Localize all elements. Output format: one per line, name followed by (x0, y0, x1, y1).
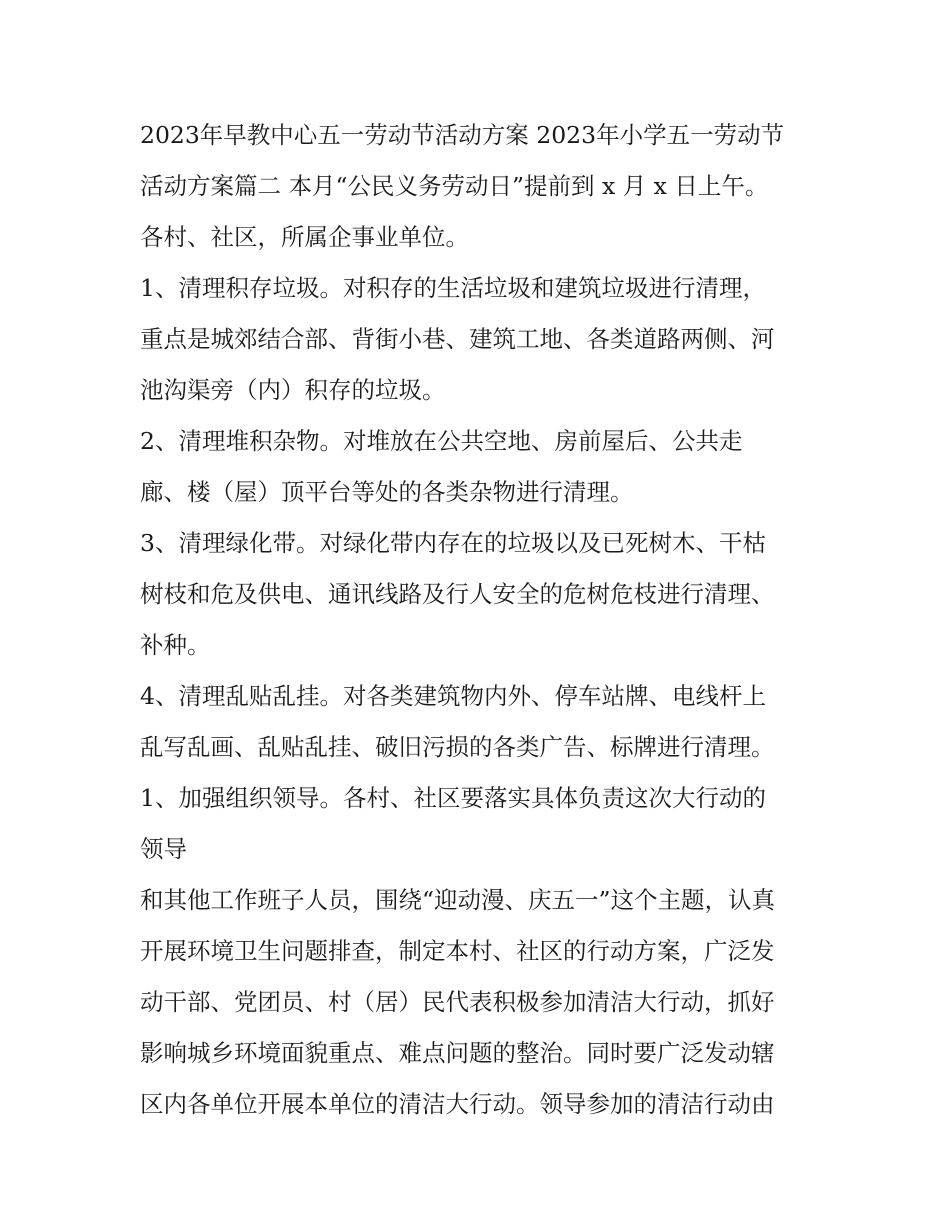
text-line-12: 4、清理乱贴乱挂。对各类建筑物内外、停车站牌、电线杆上 (140, 682, 766, 710)
text-line-20: 区内各单位开展本单位的清洁大行动。领导参加的清洁行动由 (140, 1090, 775, 1118)
text-line-8: 廊、楼（屋）顶平台等处的各类杂物进行清理。 (140, 478, 634, 506)
text-line-10: 树枝和危及供电、通讯线路及行人安全的危树危枝进行清理、 (140, 580, 775, 608)
text-line-4: 1、清理积存垃圾。对积存的生活垃圾和建筑垃圾进行清理， (140, 274, 766, 302)
text-line-9: 3、清理绿化带。对绿化带内存在的垃圾以及已死树木、干枯 (140, 529, 766, 557)
text-line-16: 和其他工作班子人员，围绕“迎动漫、庆五一”这个主题，认真 (140, 886, 776, 914)
text-line-15: 领导 (140, 835, 187, 863)
document-body (140, 110, 820, 1130)
text-line-7: 2、清理堆积杂物。对堆放在公共空地、房前屋后、公共走 (140, 427, 743, 455)
text-line-3: 各村、社区，所属企事业单位。 (140, 223, 469, 251)
text-line-1: 2023年早教中心五一劳动节活动方案 2023年小学五一劳动节 (140, 121, 785, 149)
text-line-11: 补种。 (140, 631, 211, 659)
text-line-17: 开展环境卫生问题排查，制定本村、社区的行动方案，广泛发 (140, 937, 775, 965)
text-line-19: 影响城乡环境面貌重点、难点问题的整治。同时要广泛发动辖 (140, 1039, 775, 1067)
text-line-18: 动干部、党团员、村（居）民代表积极参加清洁大行动，抓好 (140, 988, 775, 1016)
text-line-6: 池沟渠旁（内）积存的垃圾。 (140, 376, 446, 404)
text-line-14: 1、加强组织领导。各村、社区要落实具体负责这次大行动的 (140, 784, 766, 812)
text-line-5: 重点是城郊结合部、背街小巷、建筑工地、各类道路两侧、河 (140, 325, 775, 353)
text-line-13: 乱写乱画、乱贴乱挂、破旧污损的各类广告、标牌进行清理。 (140, 733, 775, 761)
text-line-2: 活动方案篇二 本月“公民义务劳动日”提前到 x 月 x 日上午。 (140, 172, 769, 200)
